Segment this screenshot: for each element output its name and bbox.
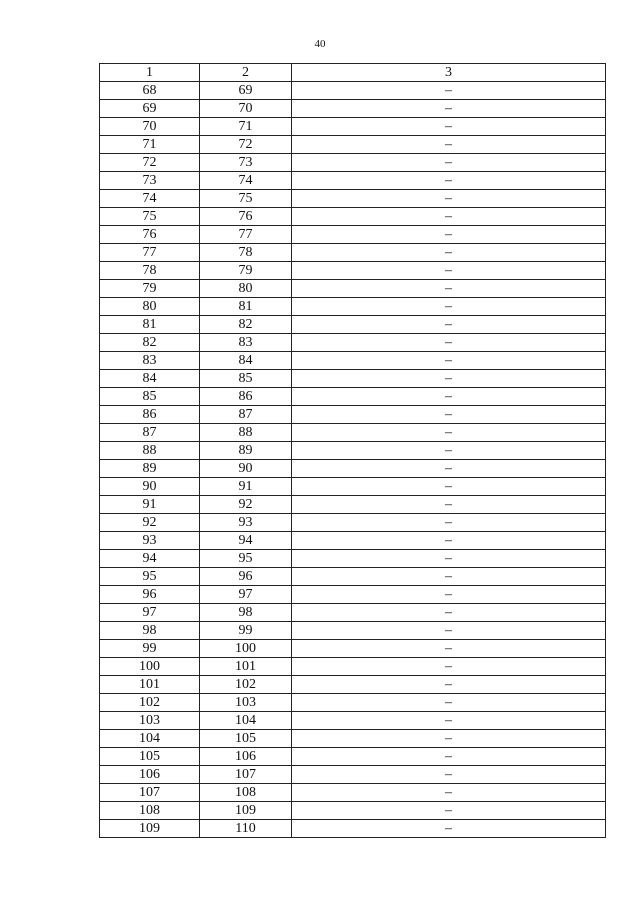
table-cell-col1: 77 [100, 244, 200, 262]
table-row [100, 460, 606, 478]
table-cell-col2: 84 [200, 352, 292, 370]
table-row [100, 694, 606, 712]
table-cell-col3: – [292, 802, 606, 820]
table-cell-col1: 97 [100, 604, 200, 622]
table-cell-col3: – [292, 784, 606, 802]
table-row [100, 640, 606, 658]
table-cell-col2: 73 [200, 154, 292, 172]
table-cell-col3: – [292, 370, 606, 388]
table-cell-col3: – [292, 712, 606, 730]
table-cell-col1: 76 [100, 226, 200, 244]
table-cell-col3: – [292, 514, 606, 532]
table-cell-col1: 89 [100, 460, 200, 478]
table-cell-col3: – [292, 208, 606, 226]
table-cell-col2: 82 [200, 316, 292, 334]
table-row [100, 658, 606, 676]
table-cell-col3: – [292, 748, 606, 766]
table-cell-col3: – [292, 388, 606, 406]
table-cell-col2: 79 [200, 262, 292, 280]
table-cell-col1: 98 [100, 622, 200, 640]
table-cell-col1: 73 [100, 172, 200, 190]
table-cell-col2: 105 [200, 730, 292, 748]
table-cell-col3: – [292, 244, 606, 262]
table-cell-col2: 110 [200, 820, 292, 838]
table-cell-col2: 71 [200, 118, 292, 136]
table-cell-col2: 99 [200, 622, 292, 640]
table-cell-col1: 109 [100, 820, 200, 838]
table-cell-col1: 85 [100, 388, 200, 406]
table-cell-col1: 84 [100, 370, 200, 388]
table-cell-col2: 69 [200, 82, 292, 100]
table-cell-col1: 95 [100, 568, 200, 586]
table-cell-col3: – [292, 334, 606, 352]
table-cell-col1: 78 [100, 262, 200, 280]
table-row [100, 496, 606, 514]
table-cell-col2: 81 [200, 298, 292, 316]
table-cell-col2: 95 [200, 550, 292, 568]
table-cell-col3: – [292, 442, 606, 460]
table-cell-col1: 108 [100, 802, 200, 820]
table-cell-col3: – [292, 820, 606, 838]
table-row [100, 226, 606, 244]
table-cell-col2: 104 [200, 712, 292, 730]
table-cell-col3: – [292, 478, 606, 496]
table-row [100, 172, 606, 190]
table-cell-col1: 94 [100, 550, 200, 568]
data-table [99, 63, 606, 838]
table-cell-col1: 99 [100, 640, 200, 658]
table-cell-col3: – [292, 154, 606, 172]
column-header-2: 2 [200, 64, 292, 82]
table-cell-col2: 76 [200, 208, 292, 226]
table-row [100, 154, 606, 172]
table-cell-col2: 75 [200, 190, 292, 208]
table-cell-col2: 97 [200, 586, 292, 604]
table-cell-col1: 96 [100, 586, 200, 604]
table-cell-col2: 74 [200, 172, 292, 190]
table-cell-col3: – [292, 658, 606, 676]
table-cell-col3: – [292, 568, 606, 586]
table-cell-col2: 72 [200, 136, 292, 154]
table-row [100, 370, 606, 388]
table-cell-col3: – [292, 352, 606, 370]
table-cell-col2: 89 [200, 442, 292, 460]
table-cell-col1: 80 [100, 298, 200, 316]
table-cell-col2: 108 [200, 784, 292, 802]
table-cell-col1: 82 [100, 334, 200, 352]
table-cell-col1: 91 [100, 496, 200, 514]
table-cell-col2: 100 [200, 640, 292, 658]
table-cell-col3: – [292, 172, 606, 190]
table-row [100, 316, 606, 334]
table-cell-col3: – [292, 550, 606, 568]
table-row [100, 748, 606, 766]
table-cell-col3: – [292, 730, 606, 748]
table-cell-col1: 68 [100, 82, 200, 100]
table-row [100, 532, 606, 550]
table-cell-col3: – [292, 82, 606, 100]
table-cell-col3: – [292, 496, 606, 514]
table-cell-col1: 106 [100, 766, 200, 784]
table-cell-col1: 107 [100, 784, 200, 802]
table-cell-col1: 83 [100, 352, 200, 370]
table-cell-col1: 93 [100, 532, 200, 550]
table-cell-col1: 104 [100, 730, 200, 748]
table-cell-col3: – [292, 532, 606, 550]
table-row [100, 586, 606, 604]
table-cell-col3: – [292, 676, 606, 694]
table-row [100, 244, 606, 262]
table-row [100, 730, 606, 748]
table-cell-col1: 103 [100, 712, 200, 730]
table-row [100, 388, 606, 406]
table-cell-col3: – [292, 460, 606, 478]
table-row [100, 406, 606, 424]
table-cell-col2: 96 [200, 568, 292, 586]
table-cell-col3: – [292, 694, 606, 712]
table-cell-col3: – [292, 622, 606, 640]
table-cell-col1: 75 [100, 208, 200, 226]
table-row [100, 442, 606, 460]
table-cell-col2: 91 [200, 478, 292, 496]
table-cell-col1: 86 [100, 406, 200, 424]
table-cell-col2: 80 [200, 280, 292, 298]
table-row [100, 604, 606, 622]
table-cell-col1: 72 [100, 154, 200, 172]
table-cell-col2: 83 [200, 334, 292, 352]
table-body [100, 82, 606, 838]
table-cell-col2: 85 [200, 370, 292, 388]
table-cell-col1: 69 [100, 100, 200, 118]
table-row [100, 514, 606, 532]
table-cell-col3: – [292, 424, 606, 442]
table-cell-col2: 106 [200, 748, 292, 766]
table-cell-col3: – [292, 226, 606, 244]
table-row [100, 766, 606, 784]
table-row [100, 478, 606, 496]
table-cell-col3: – [292, 406, 606, 424]
table-row [100, 784, 606, 802]
table-row [100, 190, 606, 208]
table-cell-col2: 93 [200, 514, 292, 532]
table-row [100, 550, 606, 568]
table-cell-col3: – [292, 586, 606, 604]
table-row [100, 118, 606, 136]
table-cell-col3: – [292, 640, 606, 658]
table-cell-col3: – [292, 298, 606, 316]
table-row [100, 262, 606, 280]
table-cell-col3: – [292, 316, 606, 334]
page-number: 40 [314, 38, 326, 50]
table-cell-col1: 102 [100, 694, 200, 712]
table-cell-col1: 79 [100, 280, 200, 298]
table-cell-col1: 92 [100, 514, 200, 532]
table-row [100, 820, 606, 838]
table-row [100, 622, 606, 640]
table-row [100, 136, 606, 154]
table-cell-col2: 94 [200, 532, 292, 550]
table-cell-col3: – [292, 766, 606, 784]
table-cell-col1: 100 [100, 658, 200, 676]
table-cell-col1: 90 [100, 478, 200, 496]
table-row [100, 334, 606, 352]
table-cell-col1: 71 [100, 136, 200, 154]
table-cell-col2: 98 [200, 604, 292, 622]
table-cell-col3: – [292, 280, 606, 298]
table-cell-col3: – [292, 262, 606, 280]
table-cell-col1: 101 [100, 676, 200, 694]
table-cell-col1: 74 [100, 190, 200, 208]
table-cell-col2: 102 [200, 676, 292, 694]
table-row [100, 676, 606, 694]
table-cell-col2: 109 [200, 802, 292, 820]
table-row [100, 424, 606, 442]
table-cell-col3: – [292, 118, 606, 136]
table-row [100, 280, 606, 298]
table-cell-col2: 90 [200, 460, 292, 478]
table-cell-col2: 101 [200, 658, 292, 676]
table-cell-col2: 78 [200, 244, 292, 262]
table-cell-col2: 88 [200, 424, 292, 442]
table-cell-col2: 77 [200, 226, 292, 244]
table-cell-col2: 103 [200, 694, 292, 712]
table-row [100, 100, 606, 118]
table-cell-col2: 70 [200, 100, 292, 118]
table-cell-col3: – [292, 136, 606, 154]
table-cell-col3: – [292, 100, 606, 118]
table-cell-col1: 70 [100, 118, 200, 136]
table-row [100, 802, 606, 820]
table-row [100, 298, 606, 316]
table-cell-col2: 107 [200, 766, 292, 784]
table-row [100, 208, 606, 226]
table-row [100, 82, 606, 100]
table-cell-col2: 86 [200, 388, 292, 406]
table-header-row [100, 64, 606, 82]
column-header-1: 1 [100, 64, 200, 82]
table-cell-col3: – [292, 190, 606, 208]
table-row [100, 712, 606, 730]
table-cell-col1: 81 [100, 316, 200, 334]
table-cell-col2: 92 [200, 496, 292, 514]
table-row [100, 352, 606, 370]
column-header-3: 3 [292, 64, 606, 82]
table-cell-col3: – [292, 604, 606, 622]
table-cell-col1: 87 [100, 424, 200, 442]
table-row [100, 568, 606, 586]
table-cell-col2: 87 [200, 406, 292, 424]
table-cell-col1: 105 [100, 748, 200, 766]
table-cell-col1: 88 [100, 442, 200, 460]
